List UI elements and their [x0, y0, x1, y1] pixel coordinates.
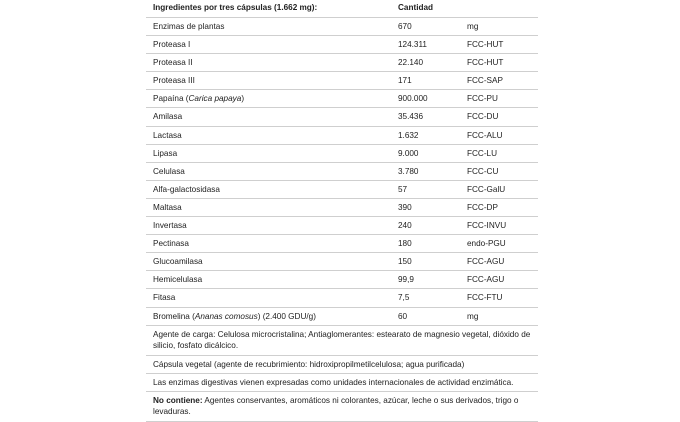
ingredient-name — [153, 90, 244, 108]
ingredient-quantity: 99,9 — [398, 275, 414, 285]
table-row — [146, 235, 538, 253]
ingredient-quantity: 3.780 — [398, 166, 419, 176]
ingredient-unit: FCC-ALU — [467, 130, 503, 140]
note-vegetable-capsule-text: Cápsula vegetal (agente de recubrimiento: hidroxipropilmetilcelulosa; agua purificada) — [153, 359, 465, 369]
table-row — [146, 181, 538, 199]
ingredient-name — [153, 127, 182, 145]
ingredient-name-text: Celulasa — [153, 166, 185, 176]
ingredient-name-text: Proteasa II — [153, 58, 193, 68]
table-body — [146, 18, 538, 326]
ingredient-unit: FCC-HUT — [467, 58, 504, 68]
ingredient-quantity: 124.311 — [398, 40, 427, 50]
note-free-from-text: Agentes conservantes, aromáticos ni colorantes, azúcar, leche o sus derivados, trigo o levaduras. — [153, 395, 519, 417]
ingredient-quantity: 171 — [398, 76, 412, 86]
note-enzyme-units-text: Las enzimas digestivas vienen expresadas como unidades internacionales de actividad enzimática. — [153, 377, 514, 387]
ingredient-latin-name: Ananas comosus — [194, 311, 258, 321]
ingredient-unit: FCC-AGU — [467, 275, 505, 285]
ingredient-name-text: Hemicelulasa — [153, 275, 203, 285]
note-free-from-label: No contiene: — [153, 395, 203, 405]
ingredient-unit: mg — [467, 311, 479, 321]
ingredient-name — [153, 289, 175, 307]
ingredient-name-text: Lipasa — [153, 148, 178, 158]
ingredient-name — [153, 72, 195, 90]
ingredient-unit: FCC-LU — [467, 148, 498, 158]
table-row — [146, 145, 538, 163]
ingredient-quantity: 7,5 — [398, 293, 410, 303]
ingredient-name — [153, 308, 316, 326]
table-row — [146, 90, 538, 108]
ingredient-name-text: Alfa-galactosidasa — [153, 184, 220, 194]
ingredient-name — [153, 235, 189, 253]
note-enzyme-units — [146, 374, 538, 392]
ingredient-unit: FCC-HUT — [467, 40, 504, 50]
table-row — [146, 199, 538, 217]
ingredient-name — [153, 271, 202, 289]
ingredients-table — [146, 0, 538, 422]
ingredient-unit: FCC-DP — [467, 202, 498, 212]
ingredient-name — [153, 54, 193, 72]
ingredient-name-suffix: ) — [241, 94, 245, 104]
ingredient-quantity: 900.000 — [398, 94, 428, 104]
table-row — [146, 217, 538, 235]
table-row — [146, 54, 538, 72]
ingredient-quantity: 35.436 — [398, 112, 424, 122]
ingredient-name-suffix: ) (2.400 GDU/g) — [257, 311, 316, 321]
ingredient-name-text: Fitasa — [153, 293, 176, 303]
note-bulking-agent — [146, 326, 538, 356]
ingredient-name — [153, 36, 190, 54]
ingredient-name — [153, 145, 177, 163]
ingredient-quantity: 180 — [398, 239, 412, 249]
ingredient-name-text: Glucoamilasa — [153, 257, 203, 267]
ingredient-name — [153, 163, 185, 181]
ingredient-name — [153, 199, 182, 217]
ingredient-name-text: Maltasa — [153, 202, 182, 212]
ingredient-quantity: 22.140 — [398, 58, 424, 68]
ingredient-quantity: 670 — [398, 22, 412, 31]
ingredient-name-text: Proteasa III — [153, 76, 195, 86]
ingredient-quantity: 57 — [398, 184, 408, 194]
ingredient-name — [153, 217, 187, 235]
note-bulking-agent-text: Agente de carga: Celulosa microcristalina; Antiaglomerantes: estearato de magnesio vegetal, dióxido de silicio, fosfato dicálcico. — [153, 329, 531, 351]
table-row — [146, 36, 538, 54]
table-row — [146, 253, 538, 271]
ingredient-name-text: Papaína ( — [153, 94, 189, 104]
ingredient-unit: FCC-PU — [467, 94, 498, 104]
ingredient-unit: FCC-AGU — [467, 257, 505, 267]
ingredient-unit: FCC-FTU — [467, 293, 503, 303]
note-free-from — [146, 392, 538, 422]
ingredient-unit: FCC-SAP — [467, 76, 503, 86]
ingredient-name-text: Pectinasa — [153, 239, 189, 249]
ingredient-unit: FCC-GalU — [467, 184, 506, 194]
ingredient-name — [153, 253, 203, 271]
ingredient-name-text: Invertasa — [153, 221, 187, 231]
ingredient-unit: FCC-CU — [467, 166, 499, 176]
ingredient-name-text: Amilasa — [153, 112, 183, 122]
table-row — [146, 289, 538, 307]
ingredient-name — [153, 108, 182, 126]
ingredient-quantity: 150 — [398, 257, 412, 267]
ingredient-quantity: 390 — [398, 202, 412, 212]
table-row — [146, 72, 538, 90]
ingredient-name-text: Proteasa I — [153, 40, 191, 50]
ingredient-quantity: 240 — [398, 221, 412, 231]
ingredient-quantity: 60 — [398, 311, 408, 321]
ingredient-name-text: Enzimas de plantas — [153, 22, 225, 31]
table-row — [146, 127, 538, 145]
table-header — [146, 0, 538, 18]
ingredient-name — [153, 18, 224, 36]
note-vegetable-capsule — [146, 356, 538, 374]
table-row — [146, 108, 538, 126]
ingredient-latin-name: Carica papaya — [188, 94, 242, 104]
ingredient-name — [153, 181, 220, 199]
ingredient-name-text: Lactasa — [153, 130, 182, 140]
ingredient-quantity: 1.632 — [398, 130, 419, 140]
ingredient-unit: FCC-DU — [467, 112, 499, 122]
table-row — [146, 308, 538, 326]
table-row — [146, 271, 538, 289]
ingredient-unit: mg — [467, 22, 479, 31]
header-quantity: Cantidad — [398, 3, 434, 12]
ingredient-name-text: Bromelina ( — [153, 311, 195, 321]
table-row — [146, 163, 538, 181]
ingredient-quantity: 9.000 — [398, 148, 419, 158]
ingredient-unit: FCC-INVU — [467, 221, 507, 231]
header-ingredients: Ingredientes por tres cápsulas (1.662 mg): — [153, 3, 318, 12]
table-row — [146, 18, 538, 36]
ingredient-unit: endo-PGU — [467, 239, 506, 249]
